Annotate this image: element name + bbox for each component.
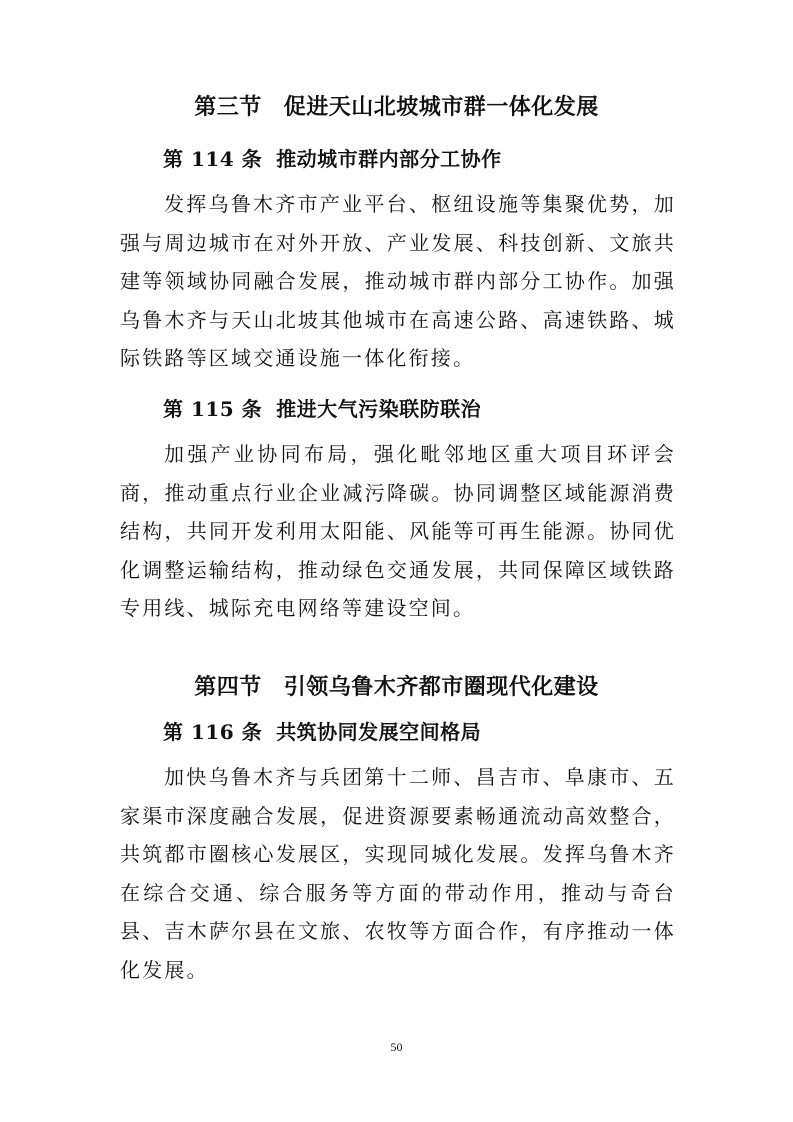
section-title: 引领乌鲁木齐都市圈现代化建设	[283, 675, 599, 700]
article-number: 第 115 条	[163, 397, 263, 421]
article-116-paragraph: 加快乌鲁木齐与兵团第十二师、昌吉市、阜康市、五家渠市深度融合发展，促进资源要素畅通流动高效整合，共筑都市圈核心发展区，实现同城化发展。发挥乌鲁木齐在综合交通、综合服务等方面的带动作用，推动与奇台县、吉木萨尔县在文旅、农牧等方面合作，有序推动一体化发展。	[120, 765, 676, 982]
section-title: 促进天山北坡城市群一体化发展	[283, 95, 599, 120]
article-number: 第 114 条	[163, 147, 263, 171]
section-heading-3	[0, 93, 793, 123]
article-title: 推动城市群内部分工协作	[276, 147, 502, 171]
article-heading-115	[163, 395, 481, 423]
section-number: 第三节	[194, 95, 262, 120]
article-title: 共筑协同发展空间格局	[276, 720, 482, 744]
article-number: 第 116 条	[163, 720, 263, 744]
article-heading-114	[163, 145, 502, 173]
section-heading-4	[0, 673, 793, 703]
article-115-paragraph: 加强产业协同布局，强化毗邻地区重大项目环评会商，推动重点行业企业减污降碳。协同调整区域能源消费结构，共同开发利用太阳能、风能等可再生能源。协同优化调整运输结构，推动绿色交通发展，共同保障区域铁路专用线、城际充电网络等建设空间。	[120, 442, 676, 620]
page-number: 50	[390, 1040, 403, 1054]
article-114-paragraph: 发挥乌鲁木齐市产业平台、枢纽设施等集聚优势，加强与周边城市在对外开放、产业发展、科技创新、文旅共建等领域协同融合发展，推动城市群内部分工协作。加强乌鲁木齐与天山北坡其他城市在高速公路、高速铁路、城际铁路等区域交通设施一体化衔接。	[120, 192, 676, 370]
article-title: 推进大气污染联防联治	[276, 397, 482, 421]
section-number: 第四节	[194, 675, 262, 700]
article-heading-116	[163, 718, 481, 746]
